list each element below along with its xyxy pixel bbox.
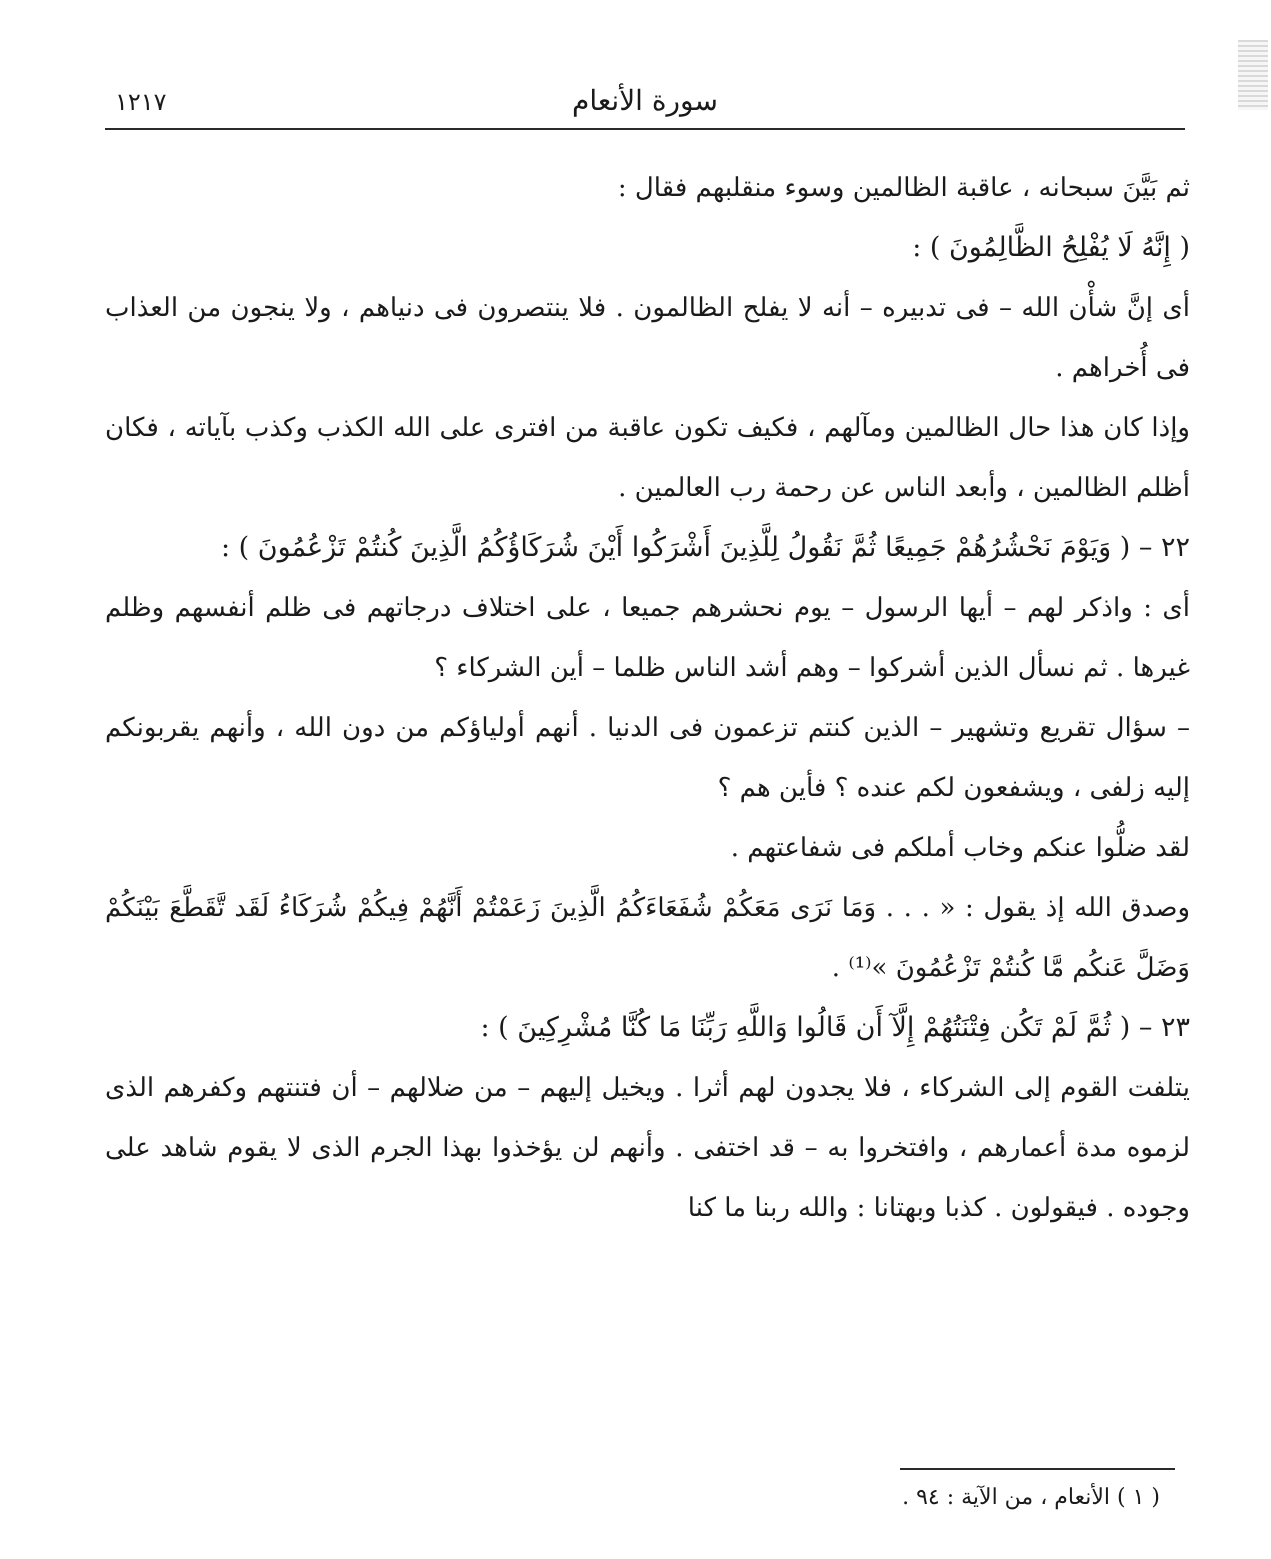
- footnote-divider: [900, 1468, 1175, 1470]
- paragraph: أى إنَّ شأْن الله – فى تدبيره – أنه لا يفلح الظالمون . فلا ينتصرون فى دنياهم ، ولا ينجون من العذاب فى أُخراهم .: [105, 293, 1190, 383]
- page-number: ١٢١٧: [115, 88, 167, 116]
- paragraph: لقد ضلُّوا عنكم وخاب أملكم فى شفاعتهم .: [730, 833, 1190, 863]
- verse-heading: ٢٣ – ( ثُمَّ لَمْ تَكُن فِتْنَتُهُمْ إِلَّآ أَن قَالُوا وَاللَّهِ رَبِّنَا مَا كُنَّا مُشْرِكِينَ ) :: [480, 1012, 1190, 1043]
- main-text: [105, 158, 1190, 1238]
- footnote: ( ١ ) الأنعام ، من الآية : ٩٤ .: [902, 1485, 1160, 1510]
- verse-quote: ( إِنَّهُ لَا يُفْلِحُ الظَّالِمُونَ ) :: [912, 232, 1190, 263]
- page-header: [105, 82, 1185, 122]
- paragraph: وصدق الله إذ يقول : « . . . وَمَا نَرَى مَعَكُمْ شُفَعَاءَكُمُ الَّذِينَ زَعَمْتُمْ أَنَّهُمْ فِيكُمْ شُرَكَاءُ لَقَد تَّقَطَّعَ بَيْنَكُمْ وَضَلَّ عَنكُم مَّا كُنتُمْ تَزْعُمُونَ »⁽¹⁾ .: [105, 893, 1191, 983]
- paragraph: أى : واذكر لهم – أيها الرسول – يوم نحشرهم جميعا ، على اختلاف درجاتهم فى ظلم أنفسهم وظلم غيرها . ثم نسأل الذين أشركوا – وهم أشد الناس ظلما – أين الشركاء ؟: [105, 593, 1190, 683]
- running-title: سورة الأنعام: [572, 84, 718, 117]
- paragraph: – سؤال تقريع وتشهير – الذين كنتم تزعمون فى الدنيا . أنهم أولياؤكم من دون الله ، وأنهم يقربونكم إليه زلفى ، ويشفعون لكم عنده ؟ فأين هم ؟: [105, 713, 1190, 803]
- header-divider: [105, 128, 1185, 130]
- scan-edge-artifact: [1238, 40, 1268, 110]
- paragraph: وإذا كان هذا حال الظالمين ومآلهم ، فكيف تكون عاقبة من افترى على الله الكذب وكذب بآياته ، فكان أظلم الظالمين ، وأبعد الناس عن رحمة رب العالمين .: [105, 413, 1190, 503]
- paragraph: يتلفت القوم إلى الشركاء ، فلا يجدون لهم أثرا . ويخيل إليهم – من ضلالهم – أن فتنتهم وكفرهم الذى لزموه مدة أعمارهم ، وافتخروا به – قد اختفى . وأنهم لن يؤخذوا بهذا الجرم الذى لا يقوم شاهد على وجوده . فيقولون . كذبا وبهتانا : والله ربنا ما كنا: [105, 1073, 1190, 1223]
- verse-heading: ٢٢ – ( وَيَوْمَ نَحْشُرُهُمْ جَمِيعًا ثُمَّ نَقُولُ لِلَّذِينَ أَشْرَكُوا أَيْنَ شُرَكَاؤُكُمُ الَّذِينَ كُنتُمْ تَزْعُمُونَ ) :: [220, 532, 1190, 563]
- paragraph: ثم بَيَّنَ سبحانه ، عاقبة الظالمين وسوء منقلبهم فقال :: [617, 173, 1190, 203]
